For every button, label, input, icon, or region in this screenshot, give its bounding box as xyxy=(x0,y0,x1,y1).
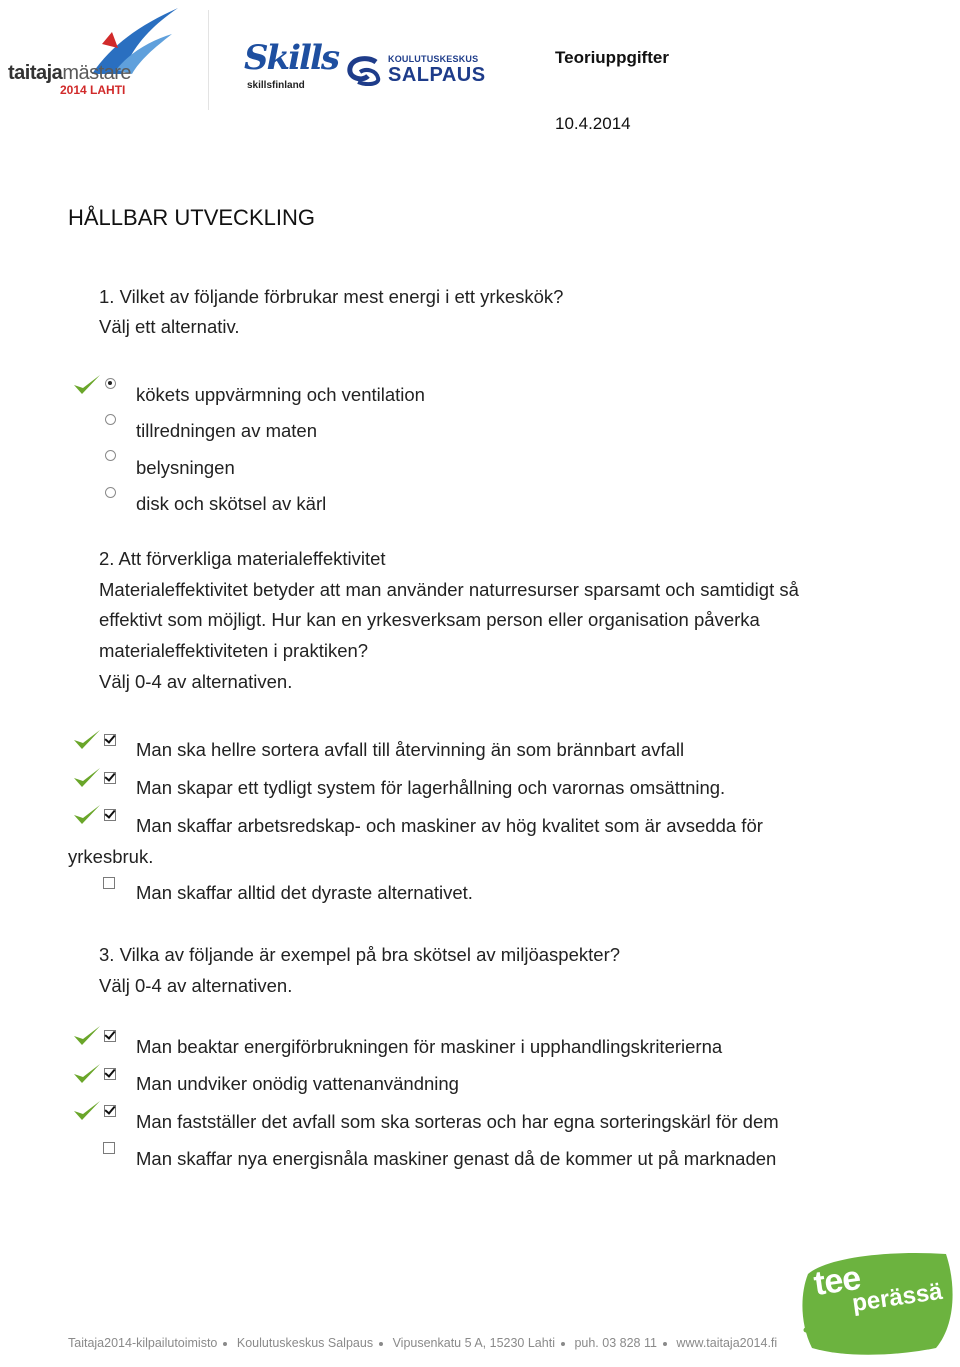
document-title: Teoriuppgifter xyxy=(555,48,669,67)
q3-question: 3. Vilka av följande är exempel på bra skötsel av miljöaspekter? xyxy=(99,944,621,965)
footer-bullet-icon xyxy=(663,1342,667,1346)
footer-item: Koulutuskeskus Salpaus xyxy=(236,1336,374,1350)
q3-option-label: Man fastställer det avfall som ska sorteras och har egna sorteringskärl för dem xyxy=(136,1111,779,1132)
q2-option-label-continued: yrkesbruk. xyxy=(68,846,154,867)
badge-text-line2: perässä xyxy=(850,1277,945,1318)
salpaus-logo: KOULUTUSKESKUS SALPAUS xyxy=(346,54,481,88)
q3-option-checkbox[interactable] xyxy=(104,1068,116,1080)
footer-contact xyxy=(68,1336,777,1350)
tee-perassa-badge xyxy=(796,1244,960,1360)
q3-instruction: Välj 0-4 av alternativen. xyxy=(99,975,293,996)
q1-option-radio[interactable] xyxy=(105,450,116,461)
correct-check-icon xyxy=(72,1099,102,1123)
correct-check-icon xyxy=(72,1062,102,1086)
q2-option-label: Man skaffar alltid det dyraste alternativet. xyxy=(136,882,473,903)
q3-option-checkbox[interactable] xyxy=(104,1105,116,1117)
q3-option-label: Man undviker onödig vattenanvändning xyxy=(136,1073,459,1094)
correct-check-icon xyxy=(72,766,102,790)
footer-item: puh. 03 828 11 xyxy=(574,1336,657,1350)
footer-bullet-icon xyxy=(561,1342,565,1346)
correct-check-icon xyxy=(72,373,102,397)
q3-option-label: Man beaktar energiförbrukningen för maskiner i upphandlingskriterierna xyxy=(136,1036,723,1057)
document-date: 10.4.2014 xyxy=(555,114,631,133)
q3-option-label: Man skaffar nya energisnåla maskiner genast då de kommer ut på marknaden xyxy=(136,1148,777,1169)
salpaus-emblem-icon xyxy=(346,56,382,86)
footer-link[interactable]: www.taitaja2014.fi xyxy=(676,1336,778,1350)
q1-option-label: belysningen xyxy=(136,457,235,478)
taitaja-wordmark: taitajamästare xyxy=(8,62,132,84)
q3-option-checkbox[interactable] xyxy=(103,1142,115,1154)
q2-option-checkbox[interactable] xyxy=(104,772,116,784)
q2-body-line: effektivt som möjligt. Hur kan en yrkesverksam person eller organisation påverka xyxy=(99,609,760,630)
q1-instruction: Välj ett alternativ. xyxy=(99,316,240,337)
header-divider xyxy=(208,10,209,110)
q1-option-radio[interactable] xyxy=(105,487,116,498)
q2-option-checkbox[interactable] xyxy=(103,877,115,889)
footer-bullet-icon xyxy=(223,1342,227,1346)
correct-check-icon xyxy=(72,1024,102,1048)
q2-option-label: Man ska hellre sortera avfall till återvinning än som brännbart avfall xyxy=(136,739,685,760)
footer-bullet-icon xyxy=(379,1342,383,1346)
q2-option-label: Man skaffar arbetsredskap- och maskiner av hög kvalitet som är avsedda för xyxy=(136,815,763,836)
q2-body-line: Materialeffektivitet betyder att man använder naturresurser sparsamt och samtidigt så xyxy=(99,579,799,600)
q2-option-label: Man skapar ett tydligt system för lagerhållning och varornas omsättning. xyxy=(136,777,726,798)
q2-option-checkbox[interactable] xyxy=(104,809,116,821)
q2-question: 2. Att förverkliga materialeffektivitet xyxy=(99,548,386,569)
skills-finland-logo: Skills skillsfinland xyxy=(244,38,339,91)
q1-question: 1. Vilket av följande förbrukar mest energi i ett yrkeskök? xyxy=(99,286,564,307)
badge-text-line1: tee xyxy=(811,1258,863,1304)
taitaja-year: 2014 LAHTI xyxy=(60,83,126,97)
footer-item: Taitaja2014-kilpailutoimisto xyxy=(68,1336,218,1350)
q1-option-radio[interactable] xyxy=(105,378,116,389)
section-heading: HÅLLBAR UTVECKLING xyxy=(68,205,315,230)
q1-option-label: disk och skötsel av kärl xyxy=(136,493,327,514)
correct-check-icon xyxy=(72,803,102,827)
q1-option-label: kökets uppvärmning och ventilation xyxy=(136,384,425,405)
correct-check-icon xyxy=(72,728,102,752)
q2-instruction: Välj 0-4 av alternativen. xyxy=(99,671,293,692)
taitaja-logo xyxy=(4,4,182,96)
footer-item: Vipusenkatu 5 A, 15230 Lahti xyxy=(392,1336,555,1350)
q2-body-line: materialeffektiviteten i praktiken? xyxy=(99,640,369,661)
q3-option-checkbox[interactable] xyxy=(104,1030,116,1042)
q2-option-checkbox[interactable] xyxy=(104,734,116,746)
q1-option-radio[interactable] xyxy=(105,414,116,425)
q1-option-label: tillredningen av maten xyxy=(136,420,317,441)
